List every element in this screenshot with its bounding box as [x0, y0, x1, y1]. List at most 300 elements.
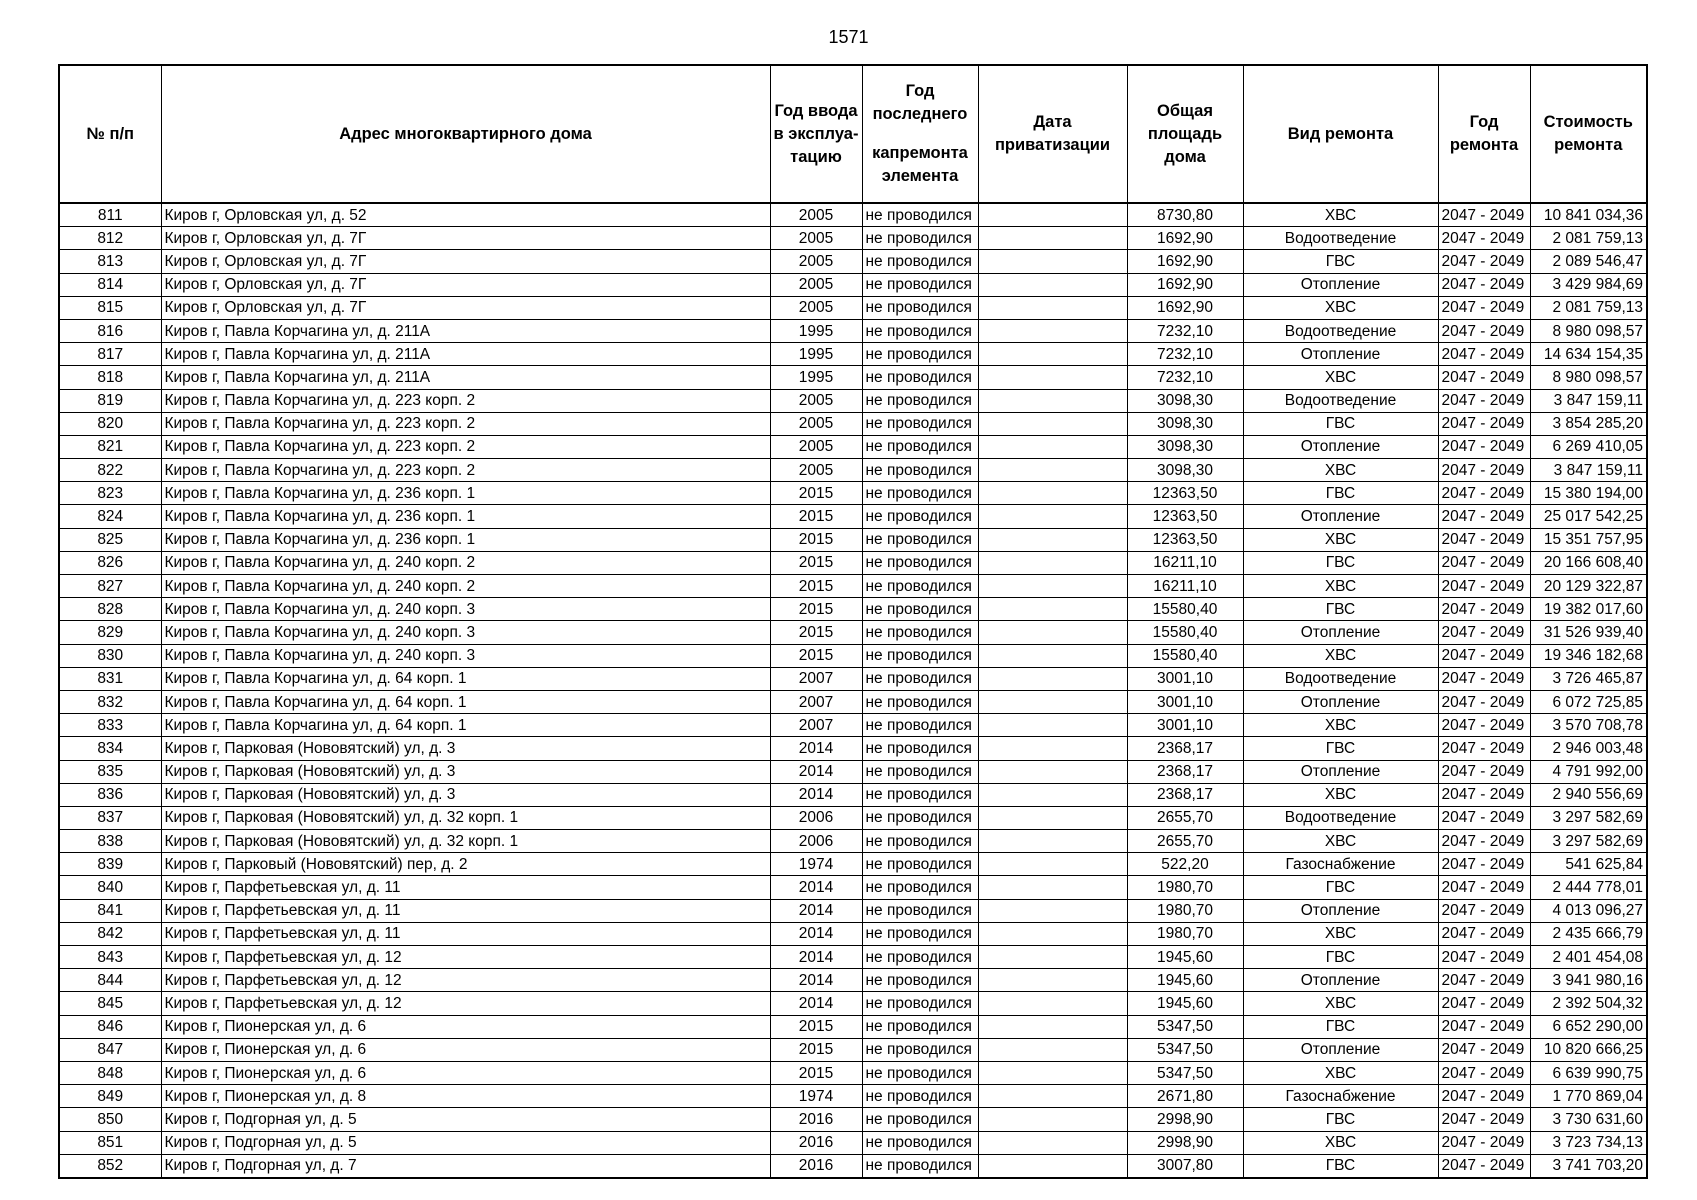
cell-repair-year: 2047 - 2049 — [1438, 1061, 1530, 1084]
cell-year-commission: 2007 — [770, 690, 862, 713]
cell-cost: 15 351 757,95 — [1530, 528, 1647, 551]
cell-repair-year: 2047 - 2049 — [1438, 946, 1530, 969]
cell-repair-type: ХВС — [1243, 830, 1438, 853]
cell-year-commission: 2014 — [770, 899, 862, 922]
cell-cost: 3 847 159,11 — [1530, 459, 1647, 482]
cell-year-last-repair: не проводился — [862, 296, 978, 319]
cell-num: 811 — [59, 203, 161, 227]
cell-cost: 2 946 003,48 — [1530, 737, 1647, 760]
cell-address: Киров г, Павла Корчагина ул, д. 223 корп. 2 — [161, 459, 770, 482]
cell-repair-year: 2047 - 2049 — [1438, 621, 1530, 644]
cell-repair-year: 2047 - 2049 — [1438, 366, 1530, 389]
cell-num: 815 — [59, 296, 161, 319]
cell-area: 15580,40 — [1127, 598, 1243, 621]
cell-address: Киров г, Павла Корчагина ул, д. 64 корп. 1 — [161, 714, 770, 737]
cell-year-last-repair: не проводился — [862, 1015, 978, 1038]
cell-year-last-repair: не проводился — [862, 598, 978, 621]
cell-area: 1692,90 — [1127, 273, 1243, 296]
cell-privatization — [978, 760, 1127, 783]
cell-repair-type: ГВС — [1243, 250, 1438, 273]
cell-num: 841 — [59, 899, 161, 922]
table-row — [59, 482, 1647, 505]
cell-year-last-repair: не проводился — [862, 505, 978, 528]
table-row — [59, 319, 1647, 342]
cell-repair-year: 2047 - 2049 — [1438, 296, 1530, 319]
cell-privatization — [978, 667, 1127, 690]
cell-repair-type: Газоснабжение — [1243, 853, 1438, 876]
cell-num: 850 — [59, 1108, 161, 1131]
cell-privatization — [978, 412, 1127, 435]
cell-year-commission: 1974 — [770, 1085, 862, 1108]
cell-repair-type: ГВС — [1243, 1108, 1438, 1131]
cell-year-last-repair: не проводился — [862, 389, 978, 412]
cell-privatization — [978, 296, 1127, 319]
cell-year-commission: 2005 — [770, 412, 862, 435]
cell-privatization — [978, 551, 1127, 574]
cell-privatization — [978, 273, 1127, 296]
cell-cost: 4 791 992,00 — [1530, 760, 1647, 783]
cell-year-commission: 2015 — [770, 1038, 862, 1061]
table-row — [59, 992, 1647, 1015]
cell-year-last-repair: не проводился — [862, 899, 978, 922]
cell-year-last-repair: не проводился — [862, 1061, 978, 1084]
cell-year-commission: 2014 — [770, 783, 862, 806]
cell-num: 848 — [59, 1061, 161, 1084]
cell-privatization — [978, 343, 1127, 366]
table-row — [59, 737, 1647, 760]
cell-repair-type: ХВС — [1243, 714, 1438, 737]
cell-num: 849 — [59, 1085, 161, 1108]
cell-privatization — [978, 806, 1127, 829]
cell-area: 16211,10 — [1127, 551, 1243, 574]
cell-num: 828 — [59, 598, 161, 621]
cell-year-commission: 2006 — [770, 806, 862, 829]
table-row — [59, 551, 1647, 574]
cell-privatization — [978, 737, 1127, 760]
cell-address: Киров г, Павла Корчагина ул, д. 240 корп. 3 — [161, 621, 770, 644]
cell-address: Киров г, Павла Корчагина ул, д. 211А — [161, 343, 770, 366]
cell-repair-type: Газоснабжение — [1243, 1085, 1438, 1108]
cell-repair-year: 2047 - 2049 — [1438, 319, 1530, 342]
cell-year-last-repair: не проводился — [862, 876, 978, 899]
cell-cost: 2 089 546,47 — [1530, 250, 1647, 273]
cell-repair-type: ХВС — [1243, 203, 1438, 227]
cell-num: 812 — [59, 227, 161, 250]
header-repair-year: Год ремонта — [1438, 65, 1530, 203]
cell-cost: 8 980 098,57 — [1530, 366, 1647, 389]
cell-year-commission: 2015 — [770, 575, 862, 598]
cell-privatization — [978, 621, 1127, 644]
cell-repair-year: 2047 - 2049 — [1438, 1108, 1530, 1131]
cell-year-commission: 2005 — [770, 459, 862, 482]
cell-area: 3001,10 — [1127, 714, 1243, 737]
cell-repair-year: 2047 - 2049 — [1438, 343, 1530, 366]
cell-year-last-repair: не проводился — [862, 667, 978, 690]
cell-area: 16211,10 — [1127, 575, 1243, 598]
cell-year-last-repair: не проводился — [862, 459, 978, 482]
cell-repair-type: ГВС — [1243, 598, 1438, 621]
cell-cost: 2 940 556,69 — [1530, 783, 1647, 806]
cell-year-commission: 2007 — [770, 714, 862, 737]
table-row — [59, 853, 1647, 876]
cell-privatization — [978, 1061, 1127, 1084]
cell-address: Киров г, Парковая (Нововятский) ул, д. 32 корп. 1 — [161, 806, 770, 829]
cell-address: Киров г, Пионерская ул, д. 6 — [161, 1015, 770, 1038]
cell-year-last-repair: не проводился — [862, 343, 978, 366]
cell-repair-year: 2047 - 2049 — [1438, 969, 1530, 992]
cell-num: 821 — [59, 435, 161, 458]
cell-privatization — [978, 1038, 1127, 1061]
cell-num: 831 — [59, 667, 161, 690]
cell-area: 5347,50 — [1127, 1038, 1243, 1061]
cell-privatization — [978, 482, 1127, 505]
cell-cost: 6 269 410,05 — [1530, 435, 1647, 458]
cell-cost: 4 013 096,27 — [1530, 899, 1647, 922]
cell-year-last-repair: не проводился — [862, 435, 978, 458]
cell-num: 827 — [59, 575, 161, 598]
cell-year-commission: 2014 — [770, 946, 862, 969]
cell-address: Киров г, Павла Корчагина ул, д. 211А — [161, 366, 770, 389]
cell-area: 2368,17 — [1127, 783, 1243, 806]
cell-year-last-repair: не проводился — [862, 575, 978, 598]
cell-area: 1980,70 — [1127, 899, 1243, 922]
cell-address: Киров г, Парфетьевская ул, д. 12 — [161, 946, 770, 969]
cell-area: 3098,30 — [1127, 459, 1243, 482]
cell-year-last-repair: не проводился — [862, 1108, 978, 1131]
cell-year-last-repair: не проводился — [862, 969, 978, 992]
repair-schedule-table — [58, 64, 1648, 1179]
cell-num: 840 — [59, 876, 161, 899]
cell-cost: 8 980 098,57 — [1530, 319, 1647, 342]
cell-repair-type: Отопление — [1243, 621, 1438, 644]
cell-year-last-repair: не проводился — [862, 412, 978, 435]
cell-privatization — [978, 1154, 1127, 1178]
cell-repair-type: Водоотведение — [1243, 319, 1438, 342]
cell-cost: 3 723 734,13 — [1530, 1131, 1647, 1154]
cell-cost: 2 081 759,13 — [1530, 227, 1647, 250]
cell-area: 1692,90 — [1127, 296, 1243, 319]
header-year-last-repair-line1: Год последнего — [872, 82, 968, 123]
cell-year-commission: 2005 — [770, 250, 862, 273]
cell-privatization — [978, 922, 1127, 945]
cell-address: Киров г, Орловская ул, д. 7Г — [161, 250, 770, 273]
cell-address: Киров г, Парковая (Нововятский) ул, д. 32 корп. 1 — [161, 830, 770, 853]
cell-num: 839 — [59, 853, 161, 876]
cell-privatization — [978, 1131, 1127, 1154]
cell-area: 2655,70 — [1127, 830, 1243, 853]
cell-privatization — [978, 644, 1127, 667]
cell-repair-year: 2047 - 2049 — [1438, 435, 1530, 458]
cell-repair-type: Водоотведение — [1243, 389, 1438, 412]
cell-address: Киров г, Подгорная ул, д. 5 — [161, 1108, 770, 1131]
cell-year-commission: 2016 — [770, 1154, 862, 1178]
cell-address: Киров г, Пионерская ул, д. 6 — [161, 1038, 770, 1061]
cell-year-last-repair: не проводился — [862, 1131, 978, 1154]
cell-repair-year: 2047 - 2049 — [1438, 273, 1530, 296]
cell-num: 834 — [59, 737, 161, 760]
cell-num: 852 — [59, 1154, 161, 1178]
cell-area: 522,20 — [1127, 853, 1243, 876]
cell-year-commission: 2005 — [770, 203, 862, 227]
cell-privatization — [978, 250, 1127, 273]
cell-area: 2998,90 — [1127, 1108, 1243, 1131]
cell-area: 7232,10 — [1127, 366, 1243, 389]
cell-repair-year: 2047 - 2049 — [1438, 830, 1530, 853]
cell-year-commission: 2015 — [770, 644, 862, 667]
cell-privatization — [978, 366, 1127, 389]
table-row — [59, 296, 1647, 319]
header-cost: Стоимость ремонта — [1530, 65, 1647, 203]
cell-repair-type: ГВС — [1243, 551, 1438, 574]
cell-area: 15580,40 — [1127, 644, 1243, 667]
cell-num: 814 — [59, 273, 161, 296]
cell-privatization — [978, 227, 1127, 250]
cell-privatization — [978, 505, 1127, 528]
cell-repair-type: ХВС — [1243, 366, 1438, 389]
cell-privatization — [978, 319, 1127, 342]
cell-year-commission: 1974 — [770, 853, 862, 876]
table-row — [59, 1131, 1647, 1154]
table-row — [59, 806, 1647, 829]
cell-num: 845 — [59, 992, 161, 1015]
cell-area: 5347,50 — [1127, 1061, 1243, 1084]
cell-address: Киров г, Павла Корчагина ул, д. 223 корп. 2 — [161, 435, 770, 458]
cell-year-last-repair: не проводился — [862, 806, 978, 829]
cell-repair-type: ГВС — [1243, 946, 1438, 969]
cell-repair-year: 2047 - 2049 — [1438, 992, 1530, 1015]
cell-num: 847 — [59, 1038, 161, 1061]
cell-address: Киров г, Павла Корчагина ул, д. 240 корп. 2 — [161, 551, 770, 574]
cell-year-last-repair: не проводился — [862, 621, 978, 644]
cell-cost: 2 081 759,13 — [1530, 296, 1647, 319]
cell-year-commission: 2015 — [770, 528, 862, 551]
cell-area: 1692,90 — [1127, 227, 1243, 250]
cell-privatization — [978, 1015, 1127, 1038]
cell-repair-type: Отопление — [1243, 273, 1438, 296]
cell-repair-year: 2047 - 2049 — [1438, 644, 1530, 667]
cell-year-commission: 2014 — [770, 992, 862, 1015]
cell-address: Киров г, Подгорная ул, д. 7 — [161, 1154, 770, 1178]
table-row — [59, 899, 1647, 922]
cell-repair-year: 2047 - 2049 — [1438, 459, 1530, 482]
cell-privatization — [978, 899, 1127, 922]
cell-repair-type: ХВС — [1243, 783, 1438, 806]
cell-num: 826 — [59, 551, 161, 574]
cell-repair-year: 2047 - 2049 — [1438, 783, 1530, 806]
cell-address: Киров г, Павла Корчагина ул, д. 64 корп. 1 — [161, 690, 770, 713]
cell-area: 3007,80 — [1127, 1154, 1243, 1178]
cell-address: Киров г, Парковая (Нововятский) ул, д. 3 — [161, 783, 770, 806]
cell-area: 5347,50 — [1127, 1015, 1243, 1038]
cell-year-commission: 1995 — [770, 343, 862, 366]
header-year-last-repair-line2: капремонта элемента — [872, 144, 968, 185]
cell-year-commission: 2016 — [770, 1131, 862, 1154]
table-row — [59, 1061, 1647, 1084]
cell-year-last-repair: не проводился — [862, 992, 978, 1015]
cell-repair-year: 2047 - 2049 — [1438, 598, 1530, 621]
header-year-last-repair — [862, 65, 978, 203]
cell-cost: 19 382 017,60 — [1530, 598, 1647, 621]
cell-year-last-repair: не проводился — [862, 227, 978, 250]
cell-cost: 6 072 725,85 — [1530, 690, 1647, 713]
cell-repair-year: 2047 - 2049 — [1438, 876, 1530, 899]
cell-area: 3098,30 — [1127, 412, 1243, 435]
table-row — [59, 250, 1647, 273]
table-row — [59, 412, 1647, 435]
cell-cost: 3 429 984,69 — [1530, 273, 1647, 296]
cell-cost: 31 526 939,40 — [1530, 621, 1647, 644]
cell-address: Киров г, Пионерская ул, д. 6 — [161, 1061, 770, 1084]
table-row — [59, 714, 1647, 737]
cell-year-last-repair: не проводился — [862, 273, 978, 296]
cell-repair-type: Водоотведение — [1243, 667, 1438, 690]
cell-cost: 6 652 290,00 — [1530, 1015, 1647, 1038]
cell-cost: 1 770 869,04 — [1530, 1085, 1647, 1108]
cell-repair-type: ГВС — [1243, 482, 1438, 505]
cell-address: Киров г, Парковая (Нововятский) ул, д. 3 — [161, 737, 770, 760]
header-area: Общая площадь дома — [1127, 65, 1243, 203]
cell-year-last-repair: не проводился — [862, 690, 978, 713]
cell-year-commission: 1995 — [770, 319, 862, 342]
cell-repair-type: ХВС — [1243, 528, 1438, 551]
cell-cost: 2 435 666,79 — [1530, 922, 1647, 945]
table-row — [59, 830, 1647, 853]
cell-privatization — [978, 459, 1127, 482]
cell-repair-year: 2047 - 2049 — [1438, 575, 1530, 598]
cell-repair-year: 2047 - 2049 — [1438, 389, 1530, 412]
cell-num: 824 — [59, 505, 161, 528]
cell-num: 813 — [59, 250, 161, 273]
table-row — [59, 690, 1647, 713]
cell-year-last-repair: не проводился — [862, 714, 978, 737]
cell-repair-year: 2047 - 2049 — [1438, 667, 1530, 690]
cell-address: Киров г, Парфетьевская ул, д. 12 — [161, 969, 770, 992]
cell-year-last-repair: не проводился — [862, 737, 978, 760]
cell-address: Киров г, Парковая (Нововятский) ул, д. 3 — [161, 760, 770, 783]
header-num: № п/п — [59, 65, 161, 203]
cell-area: 2655,70 — [1127, 806, 1243, 829]
cell-year-last-repair: не проводился — [862, 319, 978, 342]
cell-repair-type: ХВС — [1243, 992, 1438, 1015]
table-row — [59, 1108, 1647, 1131]
cell-address: Киров г, Парфетьевская ул, д. 11 — [161, 876, 770, 899]
cell-year-commission: 1995 — [770, 366, 862, 389]
cell-area: 1980,70 — [1127, 876, 1243, 899]
cell-num: 832 — [59, 690, 161, 713]
table-row — [59, 435, 1647, 458]
cell-num: 844 — [59, 969, 161, 992]
cell-repair-type: Водоотведение — [1243, 227, 1438, 250]
cell-address: Киров г, Павла Корчагина ул, д. 211А — [161, 319, 770, 342]
cell-address: Киров г, Павла Корчагина ул, д. 240 корп. 3 — [161, 598, 770, 621]
cell-year-commission: 2014 — [770, 922, 862, 945]
cell-privatization — [978, 528, 1127, 551]
cell-repair-type: ХВС — [1243, 296, 1438, 319]
cell-cost: 3 726 465,87 — [1530, 667, 1647, 690]
cell-cost: 15 380 194,00 — [1530, 482, 1647, 505]
cell-area: 12363,50 — [1127, 482, 1243, 505]
table-row — [59, 876, 1647, 899]
table-row — [59, 783, 1647, 806]
cell-repair-year: 2047 - 2049 — [1438, 922, 1530, 945]
table-row — [59, 760, 1647, 783]
cell-cost: 3 854 285,20 — [1530, 412, 1647, 435]
cell-repair-type: ГВС — [1243, 737, 1438, 760]
cell-cost: 3 730 631,60 — [1530, 1108, 1647, 1131]
table-row — [59, 227, 1647, 250]
cell-repair-year: 2047 - 2049 — [1438, 227, 1530, 250]
cell-cost: 20 166 608,40 — [1530, 551, 1647, 574]
cell-cost: 3 941 980,16 — [1530, 969, 1647, 992]
cell-area: 2368,17 — [1127, 760, 1243, 783]
cell-num: 822 — [59, 459, 161, 482]
cell-year-commission: 2016 — [770, 1108, 862, 1131]
cell-area: 1980,70 — [1127, 922, 1243, 945]
table-row — [59, 505, 1647, 528]
cell-repair-year: 2047 - 2049 — [1438, 505, 1530, 528]
table-row — [59, 598, 1647, 621]
cell-area: 3098,30 — [1127, 389, 1243, 412]
cell-repair-type: ХВС — [1243, 922, 1438, 945]
cell-cost: 10 841 034,36 — [1530, 203, 1647, 227]
cell-num: 843 — [59, 946, 161, 969]
cell-num: 842 — [59, 922, 161, 945]
cell-year-last-repair: не проводился — [862, 528, 978, 551]
cell-repair-type: ХВС — [1243, 644, 1438, 667]
cell-privatization — [978, 992, 1127, 1015]
cell-repair-type: ХВС — [1243, 575, 1438, 598]
cell-address: Киров г, Павла Корчагина ул, д. 240 корп. 3 — [161, 644, 770, 667]
cell-year-commission: 2015 — [770, 598, 862, 621]
cell-address: Киров г, Орловская ул, д. 7Г — [161, 296, 770, 319]
cell-address: Киров г, Парфетьевская ул, д. 11 — [161, 899, 770, 922]
cell-repair-year: 2047 - 2049 — [1438, 690, 1530, 713]
cell-year-last-repair: не проводился — [862, 1038, 978, 1061]
table-row — [59, 969, 1647, 992]
cell-address: Киров г, Павла Корчагина ул, д. 223 корп. 2 — [161, 389, 770, 412]
table-row — [59, 644, 1647, 667]
table-row — [59, 667, 1647, 690]
cell-address: Киров г, Парфетьевская ул, д. 11 — [161, 922, 770, 945]
page-number: 1571 — [828, 27, 869, 47]
cell-repair-year: 2047 - 2049 — [1438, 1015, 1530, 1038]
cell-num: 829 — [59, 621, 161, 644]
cell-repair-type: Отопление — [1243, 1038, 1438, 1061]
cell-cost: 541 625,84 — [1530, 853, 1647, 876]
cell-area: 3098,30 — [1127, 435, 1243, 458]
table-row — [59, 459, 1647, 482]
cell-year-commission: 2005 — [770, 296, 862, 319]
cell-year-commission: 2015 — [770, 482, 862, 505]
cell-year-commission: 2014 — [770, 969, 862, 992]
table-row — [59, 922, 1647, 945]
cell-repair-year: 2047 - 2049 — [1438, 203, 1530, 227]
header-repair-type: Вид ремонта — [1243, 65, 1438, 203]
table-row — [59, 389, 1647, 412]
cell-year-last-repair: не проводился — [862, 922, 978, 945]
header-year-commission: Год ввода в эксплуа-тацию — [770, 65, 862, 203]
cell-repair-year: 2047 - 2049 — [1438, 1154, 1530, 1178]
cell-privatization — [978, 575, 1127, 598]
cell-repair-type: ХВС — [1243, 1061, 1438, 1084]
cell-address: Киров г, Павла Корчагина ул, д. 236 корп. 1 — [161, 482, 770, 505]
cell-cost: 3 847 159,11 — [1530, 389, 1647, 412]
cell-num: 835 — [59, 760, 161, 783]
cell-area: 2671,80 — [1127, 1085, 1243, 1108]
cell-year-commission: 2015 — [770, 1015, 862, 1038]
cell-address: Киров г, Павла Корчагина ул, д. 64 корп. 1 — [161, 667, 770, 690]
table-row — [59, 273, 1647, 296]
